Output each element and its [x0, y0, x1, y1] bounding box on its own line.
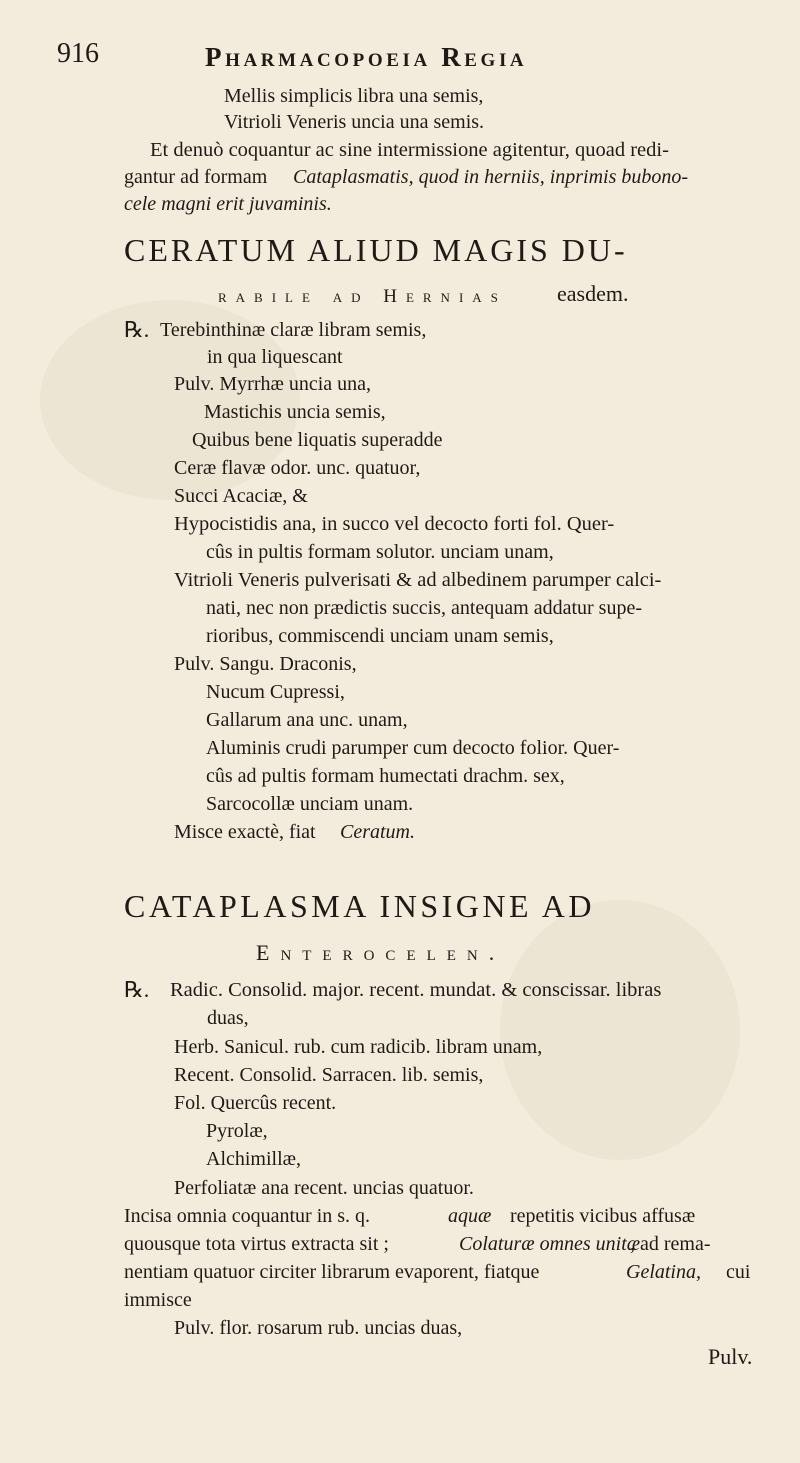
text-line: easdem.: [557, 281, 629, 306]
section-subheading: Enterocelen.: [256, 940, 506, 965]
text-line: Perfoliatæ ana recent. uncias quatuor.: [174, 1177, 474, 1199]
running-title: Pharmacopoeia Regia: [205, 42, 528, 72]
catchword: Pulv.: [708, 1344, 753, 1369]
text-line: Misce exactè, fiat: [174, 821, 316, 843]
text-line: Hypocistidis ana, in succo vel decocto forti fol. Quer-: [174, 513, 615, 535]
text-line-italic: Ceratum.: [340, 821, 415, 843]
text-line: Pyrolæ,: [206, 1120, 268, 1142]
section-heading: CATAPLASMA INSIGNE AD: [124, 888, 595, 924]
text-line: Gallarum ana unc. unam,: [206, 709, 408, 731]
text-line-italic: Gelatina,: [626, 1261, 701, 1283]
text-line: Mastichis uncia semis,: [204, 401, 386, 423]
text-line: Radic. Consolid. major. recent. mundat. & conscissar. libras: [170, 979, 662, 1001]
text-line: in qua liquescant: [207, 346, 343, 368]
text-line: Herb. Sanicul. rub. cum radicib. libram unam,: [174, 1036, 543, 1058]
text-line: Alchimillæ,: [206, 1148, 301, 1170]
text-line: duas,: [207, 1007, 249, 1029]
text-line: , ad rema-: [630, 1233, 711, 1255]
text-line: Aluminis crudi parumper cum decocto folior. Quer-: [206, 737, 620, 759]
text-line: Nucum Cupressi,: [206, 681, 345, 703]
text-line-italic: aquæ: [448, 1205, 492, 1227]
text-line: Mellis simplicis libra una semis,: [224, 85, 484, 107]
text-line: Ceræ flavæ odor. unc. quatuor,: [174, 457, 421, 479]
text-line: Terebinthinæ claræ libram semis,: [160, 319, 427, 341]
paper-stain: [500, 900, 740, 1160]
text-line: Recent. Consolid. Sarracen. lib. semis,: [174, 1064, 484, 1086]
text-line: gantur ad formam: [124, 166, 268, 188]
recipe-symbol: ℞.: [124, 977, 150, 1002]
text-line: nentiam quatuor circiter librarum evaporent, fiatque: [124, 1261, 540, 1283]
text-line: Quibus bene liquatis superadde: [192, 429, 443, 451]
text-line: Vitrioli Veneris pulverisati & ad albedinem parumper calci-: [174, 569, 662, 591]
text-line: quousque tota virtus extracta sit ;: [124, 1233, 389, 1255]
text-line: cûs ad pultis formam humectati drachm. sex,: [206, 765, 565, 787]
section-heading: CERATUM ALIUD MAGIS DU-: [124, 232, 628, 268]
text-line: Succi Acaciæ, &: [174, 485, 308, 507]
text-line: Pulv. Sangu. Draconis,: [174, 653, 357, 675]
text-line: immisce: [124, 1289, 192, 1311]
section-subheading: rabile ad Hernias: [218, 286, 507, 307]
text-line: cui: [726, 1261, 751, 1283]
text-line: Fol. Quercûs recent.: [174, 1092, 337, 1114]
text-line: Vitrioli Veneris uncia una semis.: [224, 111, 485, 133]
recipe-symbol: ℞.: [124, 317, 150, 342]
text-line: Incisa omnia coquantur in s. q.: [124, 1205, 371, 1227]
text-line-italic: Cataplasmatis, quod in herniis, inprimis bubono-: [293, 166, 689, 188]
page-number: 916: [57, 38, 99, 69]
text-line: repetitis vicibus affusæ: [510, 1205, 696, 1227]
text-line: Et denuò coquantur ac sine intermissione agitentur, quoad redi-: [150, 139, 669, 161]
text-line: rioribus, commiscendi unciam unam semis,: [206, 625, 554, 647]
text-line: nati, nec non prædictis succis, antequam addatur supe-: [206, 597, 642, 619]
text-line-italic: Colaturæ omnes unitæ: [459, 1233, 641, 1255]
text-line: Sarcocollæ unciam unam.: [206, 793, 414, 815]
text-line-italic: cele magni erit juvaminis.: [124, 193, 332, 215]
text-line: Pulv. flor. rosarum rub. uncias duas,: [174, 1317, 463, 1339]
text-line: cûs in pultis formam solutor. unciam unam,: [206, 541, 554, 563]
text-line: Pulv. Myrrhæ uncia una,: [174, 373, 372, 395]
